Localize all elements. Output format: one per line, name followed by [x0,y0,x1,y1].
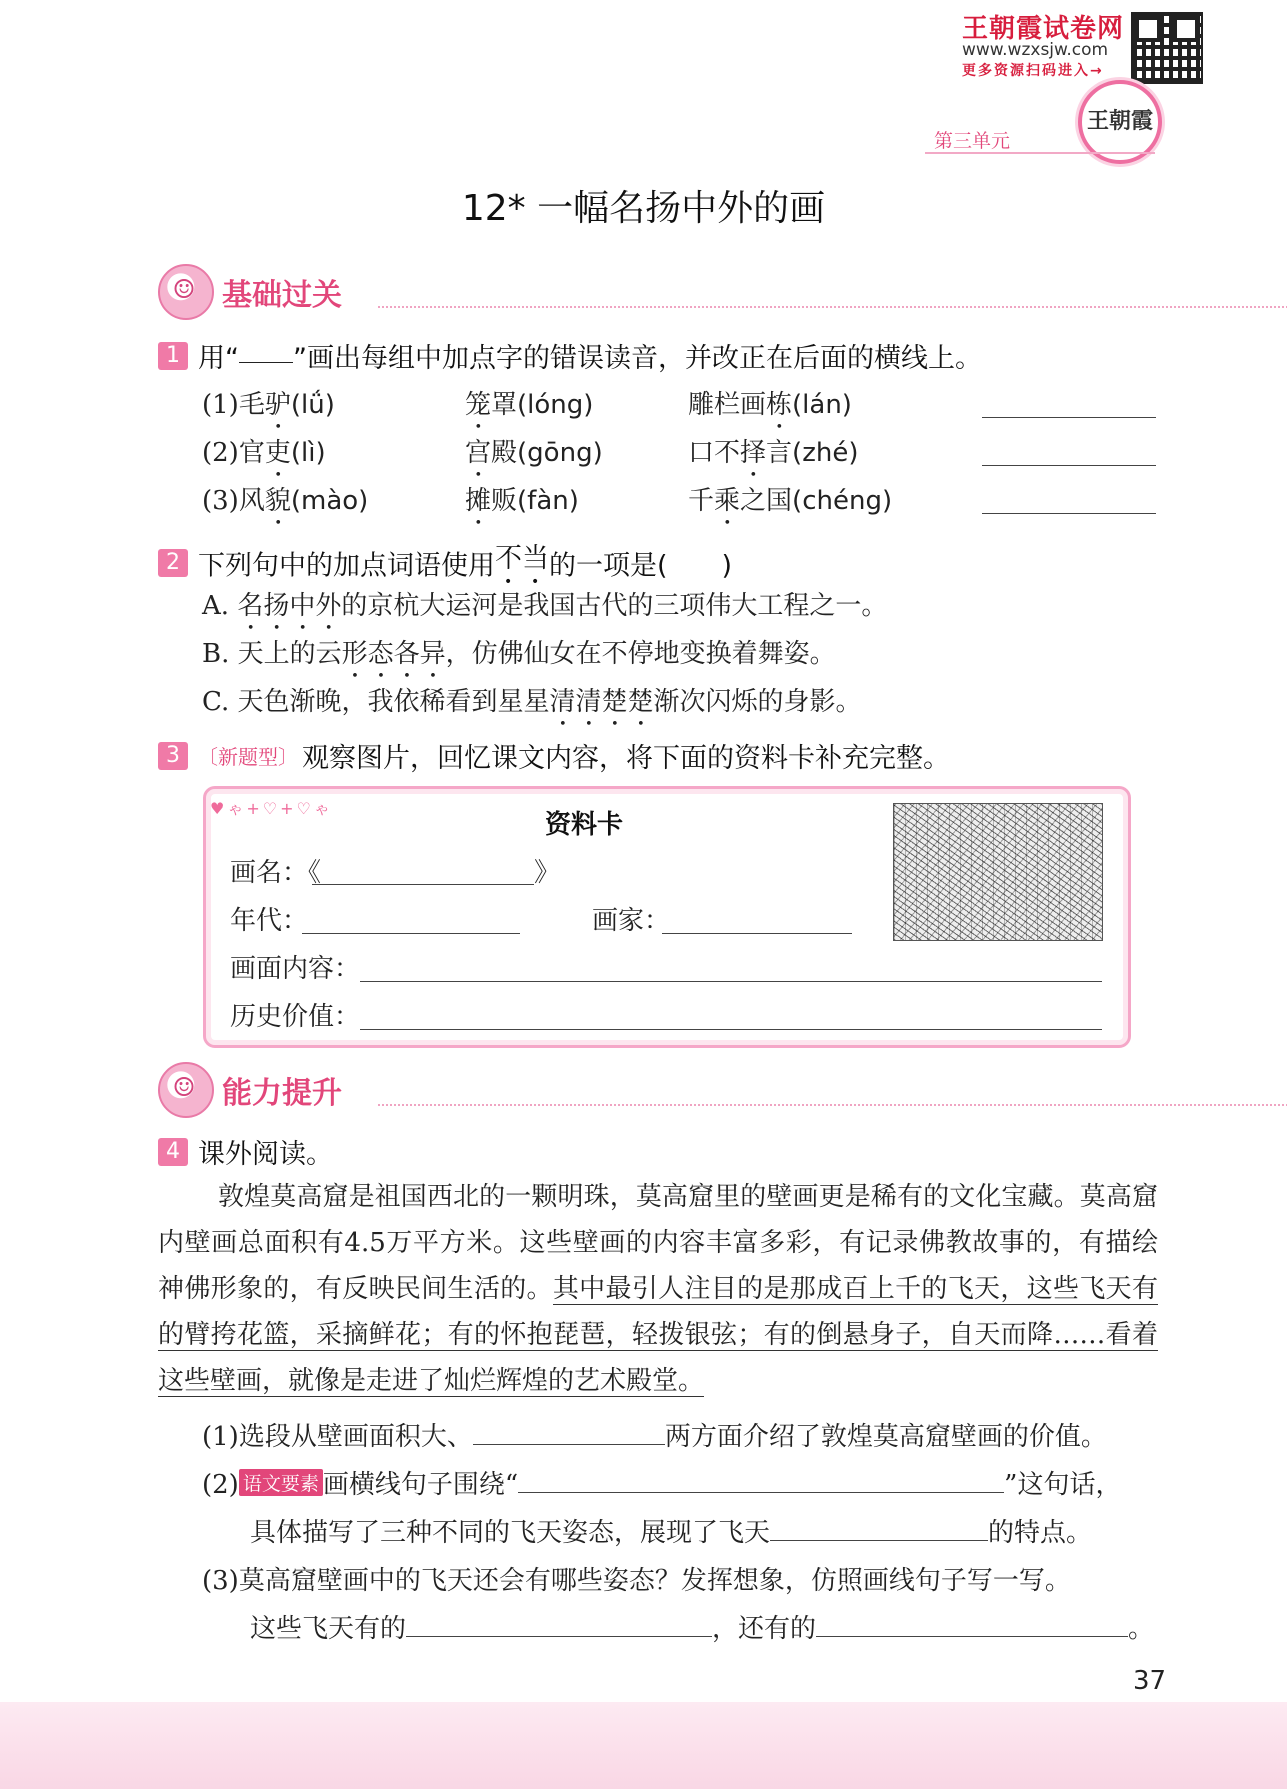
smile-face-icon: ☺ [172,275,196,305]
question-3-text: 观察图片，回忆课文内容，将下面的资料卡补充完整。 [302,743,950,774]
q1-row-3-c [688,480,892,531]
card-value-label: 历史价值： [230,1002,361,1032]
card-name-close: 》 [534,858,561,888]
sub-question-text: 这些飞天有的 [250,1614,407,1644]
word-text: 殿 [491,438,518,468]
section-title-basic: 基础过关 [222,278,342,313]
brand-url[interactable]: www.wzxsjw.com [962,40,1109,60]
card-era-label: 年代： [230,906,309,936]
dotted-word: 形态各异 [341,639,446,669]
sub-question-text: (1)选段从壁画面积大、 [202,1422,473,1452]
dotted-char: 驴 [264,390,291,420]
card-artist-label: 画家： [592,906,671,936]
page-number: 37 [1133,1666,1167,1696]
pinyin: (zhé) [792,438,859,468]
new-type-tag: 〔新题型〕 [198,745,298,769]
sub-question-text: 具体描写了三种不同的飞天姿态，展现了飞天 [250,1518,771,1548]
option-label: C. [202,687,230,717]
dotted-word: 名扬中外 [237,591,342,621]
smile-face-icon: ☺ [172,1073,196,1103]
section-dotted-divider [378,306,1287,308]
sub2-blank-a[interactable] [518,1470,1004,1493]
question-number: 1 [158,342,188,370]
q1-row-1-b [465,384,593,435]
sub-question-text: ，还有的 [712,1614,817,1644]
option-label: B. [202,639,230,669]
page-title: 12* 一幅名扬中外的画 [461,188,826,229]
dotted-char: 摊 [465,486,492,516]
row-index: (1) [202,390,239,420]
value-blank[interactable] [360,1029,1102,1030]
dotted-char: 貌 [264,486,291,516]
reading-passage [158,1174,1158,1404]
question-4-text: 课外阅读。 [198,1139,333,1170]
underline-sample [239,342,293,363]
word-text: 官 [238,438,265,468]
q4-sub-1 [202,1416,1107,1453]
dotted-char: 栋 [766,390,793,420]
q1-row-1 [202,384,335,435]
question-1 [158,336,982,375]
dotted-word: 清清楚楚 [549,687,654,717]
q1-row-3 [202,480,368,531]
q1-row-1-c [688,384,852,435]
dotted-char: 择 [740,438,767,468]
sub-question-index: (2) [202,1470,239,1500]
language-element-tag: 语文要素 [239,1469,323,1496]
word-text: 风 [238,486,265,516]
q2-option-c[interactable] [202,681,862,732]
q4-sub-2 [202,1464,1121,1501]
sub-question-text: ”这句话， [1004,1470,1122,1500]
answer-blank-3[interactable] [982,513,1156,514]
pinyin: (lì) [290,438,326,468]
pinyin: (lǘ) [290,390,335,420]
sub-question-text: 的特点。 [988,1518,1093,1548]
passage-text: 敦煌莫高窟是祖国西北的一颗明珠，莫高窟里的壁画更是稀有的文化宝藏。莫高窟内壁画总面积有4.5万平方米。这些壁画的内容丰富多彩，有记录佛教故事的，有描绘神佛形象的，有反映民间生活的。 [158,1182,1158,1304]
question-number: 3 [158,742,188,770]
sub3-blank-b[interactable] [816,1614,1128,1637]
qr-code-icon[interactable] [1131,12,1203,84]
question-2-text-a: 下列句中的加点词语使用 [198,550,495,582]
question-2 [158,536,732,590]
qingming-painting-image [893,803,1103,941]
sub-question-text: (3)莫高窟壁画中的飞天还会有哪些姿态？发挥想象，仿照画线句子写一写。 [202,1566,1071,1596]
label-text: 画名：《 [230,858,322,888]
dotted-char: 乘 [714,486,741,516]
sub-question-text: 。 [1128,1614,1155,1644]
word-text: 贩 [491,486,518,516]
brand-more-link: 更多资源扫码进入→ [962,63,1104,79]
artist-blank[interactable] [662,933,852,934]
word-text: 罩 [491,390,518,420]
q4-sub-3-cont [250,1608,1154,1645]
answer-blank-1[interactable] [982,417,1156,418]
option-text: ，仿佛仙女在不停地变换着舞姿。 [445,639,836,669]
word-text: 雕栏画 [688,390,767,420]
row-index: (2) [202,438,239,468]
q1-row-2-b [465,432,603,483]
footer-band [0,1702,1287,1789]
word-text: 口不 [688,438,741,468]
pinyin: (lóng) [517,390,594,420]
dotted-char: 吏 [264,438,291,468]
question-number: 2 [158,549,188,577]
q1-row-3-b [465,480,579,531]
option-text: 天色渐晚，我依稀看到星星 [237,687,550,717]
content-blank[interactable] [360,981,1102,982]
section-header-ability [158,1062,1158,1118]
option-text: 天上的云 [237,639,342,669]
pinyin: (chéng) [792,486,893,516]
painting-name-blank[interactable] [312,884,534,885]
question-4 [158,1132,333,1171]
question-2-text-b: 的一项是( ) [549,550,733,582]
seal-text: 王朝霞 [1086,108,1153,134]
option-text: 渐次闪烁的身影。 [653,687,862,717]
dotted-char: 笼 [465,390,492,420]
q2-option-b[interactable] [202,633,836,684]
card-hearts-decoration: ♥ゃ+♡+♡ゃ [210,799,333,818]
pinyin: (gōng) [517,438,603,468]
answer-blank-2[interactable] [982,465,1156,466]
unit-divider [925,152,1155,154]
section-header-basic [158,264,1158,320]
word-text: 毛 [238,390,265,420]
section-dotted-divider [378,1104,1287,1106]
word-text: 言 [766,438,793,468]
pinyin: (mào) [290,486,369,516]
sub-question-text: 画横线句子围绕“ [322,1470,519,1500]
q1-row-2 [202,432,326,483]
dotted-char: 宫 [465,438,492,468]
sub3-blank-a[interactable] [406,1614,712,1637]
q2-option-a[interactable] [202,585,887,636]
row-index: (3) [202,486,239,516]
q1-row-2-c [688,432,858,483]
word-text: 千 [688,486,715,516]
underlined-sentence: 其中最引人注目的是那成百上千的飞天，这些飞天有的臂挎花篮，采摘鲜花；有的怀抱琵琶，轻拨银弦；有的倒悬身子，自天而降……看着这些壁画，就像是走进了灿烂辉煌的艺术殿堂。 [158,1274,1158,1396]
word-text: 之国 [740,486,793,516]
question-3 [158,736,950,775]
card-name-label [230,852,321,889]
question-2-emph: 不当 [495,543,549,574]
section-title-ability: 能力提升 [222,1076,342,1111]
pinyin: (fàn) [517,486,579,516]
unit-label: 第三单元 [934,130,1011,152]
era-blank[interactable] [302,933,520,934]
brand-name: 王朝霞试卷网 [962,14,1125,44]
sub2-blank-b[interactable] [770,1518,988,1541]
question-1-text-b: ”画出每组中加点字的错误读音，并改正在后面的横线上。 [293,343,982,374]
pinyin: (lán) [792,390,852,420]
card-content-label: 画面内容： [230,954,361,984]
sub1-blank[interactable] [473,1422,665,1445]
q4-sub-3 [202,1560,1071,1597]
card-title: 资料卡 [545,810,624,840]
question-number: 4 [158,1138,188,1166]
option-text: 的京杭大运河是我国古代的三项伟大工程之一。 [341,591,888,621]
q4-sub-2-cont [250,1512,1092,1549]
question-1-text-a: 用“ [198,343,239,374]
option-label: A. [202,591,230,621]
sub-question-text: 两方面介绍了敦煌莫高窟壁画的价值。 [664,1422,1107,1452]
